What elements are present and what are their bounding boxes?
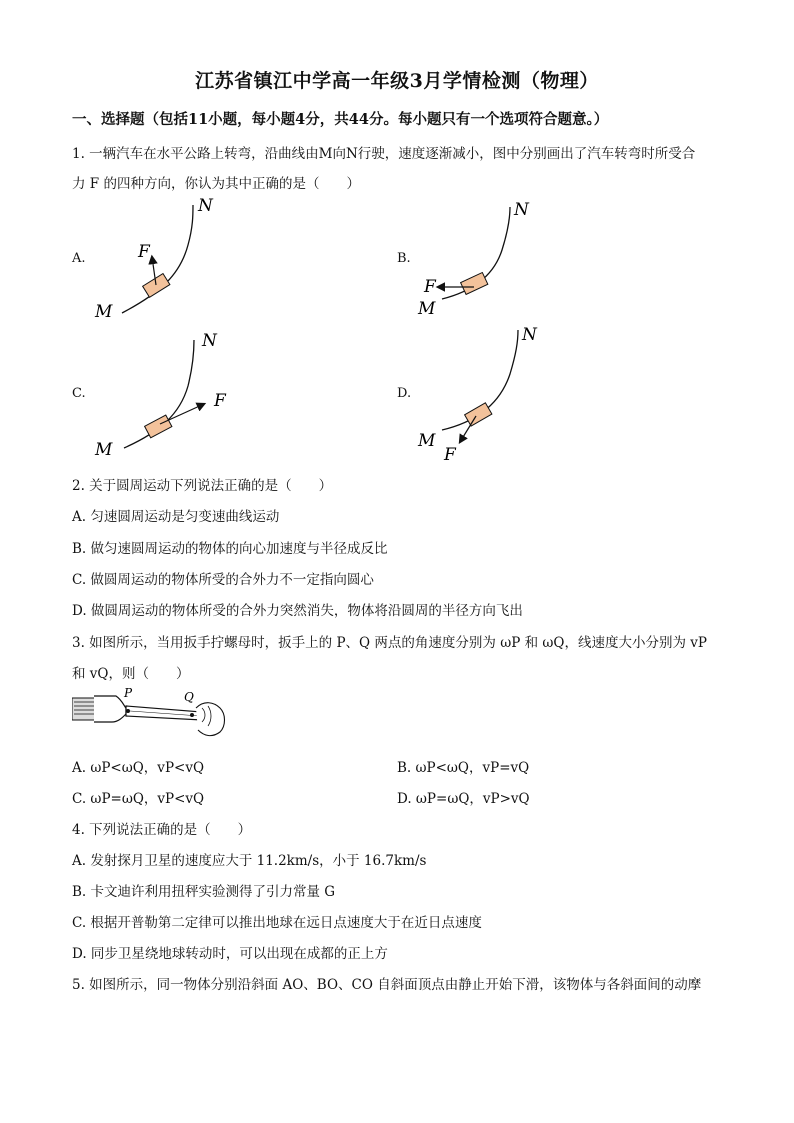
label-q: Q xyxy=(184,690,194,704)
q5-stem-line1: 5. 如图所示，同一物体分别沿斜面 AO、BO、CO 自斜面顶点由静止开始下滑，该物体与各斜面间的动摩 xyxy=(72,977,702,993)
q1-option-b-label: B. xyxy=(397,251,411,266)
q3-wrench-figure xyxy=(72,686,232,746)
q1-option-c-label: C. xyxy=(72,386,86,401)
q1-diagram-c xyxy=(90,328,250,458)
page-title: 江苏省镇江中学高一年级3月学情检测（物理） xyxy=(195,70,599,92)
force-label: F xyxy=(424,277,436,297)
q4-option-b: B. 卡文迪许利用扭秤实验测得了引力常量 G xyxy=(72,884,336,900)
q2-option-c: C. 做圆周运动的物体所受的合外力不一定指向圆心 xyxy=(72,572,374,588)
q1-stem-line1: 1. 一辆汽车在水平公路上转弯，沿曲线由M向N行驶，速度逐渐减小，图中分别画出了汽车转弯时所受合 xyxy=(72,146,696,162)
point-q xyxy=(190,713,194,717)
label-p: P xyxy=(124,686,133,700)
q3-option-b: B. ωP<ωQ，vP=vQ xyxy=(397,760,530,776)
point-n-label: N xyxy=(198,196,213,216)
q1-diagram-b xyxy=(412,195,562,325)
q3-option-c: C. ωP=ωQ，vP<vQ xyxy=(72,791,205,807)
q1-option-a-label: A. xyxy=(72,251,86,266)
q4-option-d: D. 同步卫星绕地球转动时，可以出现在成都的正上方 xyxy=(72,946,388,962)
q3-stem-line1: 3. 如图所示，当用扳手拧螺母时，扳手上的 P、Q 两点的角速度分别为 ωP 和 ωQ，线速度大小分别为 vP xyxy=(72,635,707,651)
q2-option-b: B. 做匀速圆周运动的物体的向心加速度与半径成反比 xyxy=(72,541,388,557)
q4-stem: 4. 下列说法正确的是（ ） xyxy=(72,822,252,838)
car-block xyxy=(143,274,170,298)
force-label: F xyxy=(138,242,150,262)
point-m-label: M xyxy=(418,299,436,319)
force-label: F xyxy=(214,391,226,411)
q3-option-d: D. ωP=ωQ，vP>vQ xyxy=(397,791,530,807)
q2-stem: 2. 关于圆周运动下列说法正确的是（ ） xyxy=(72,478,333,494)
wrench-head xyxy=(94,696,126,722)
force-label: F xyxy=(444,445,456,465)
force-arrow xyxy=(160,404,204,424)
q2-option-d: D. 做圆周运动的物体所受的合外力突然消失，物体将沿圆周的半径方向飞出 xyxy=(72,603,523,619)
point-m-label: M xyxy=(418,431,436,451)
car-block xyxy=(461,272,488,294)
wrench-handle xyxy=(126,706,202,720)
q1-diagram-d xyxy=(412,318,562,468)
car-block xyxy=(465,403,492,426)
q1-diagram-a xyxy=(90,195,240,325)
q2-option-a: A. 匀速圆周运动是匀变速曲线运动 xyxy=(72,509,280,525)
point-n-label: N xyxy=(522,325,537,345)
q3-option-a: A. ωP<ωQ，vP<vQ xyxy=(72,760,205,776)
q4-option-c: C. 根据开普勒第二定律可以推出地球在远日点速度大于在近日点速度 xyxy=(72,915,482,931)
q1-stem-line2: 力 F 的四种方向，你认为其中正确的是（ ） xyxy=(72,176,360,192)
point-n-label: N xyxy=(202,331,217,351)
point-m-label: M xyxy=(95,440,113,458)
q3-stem-line2: 和 vQ，则（ ） xyxy=(72,666,190,682)
curve-mn xyxy=(122,205,193,313)
section-heading: 一、选择题（包括11小题，每小题4分，共44分。每小题只有一个选项符合题意。） xyxy=(72,111,609,128)
point-p xyxy=(126,709,130,713)
q1-option-d-label: D. xyxy=(397,386,412,401)
hand xyxy=(196,703,225,736)
point-m-label: M xyxy=(95,302,113,322)
q4-option-a: A. 发射探月卫星的速度应大于 11.2km/s，小于 16.7km/s xyxy=(72,853,427,869)
car-block xyxy=(145,415,172,438)
point-n-label: N xyxy=(514,200,529,220)
